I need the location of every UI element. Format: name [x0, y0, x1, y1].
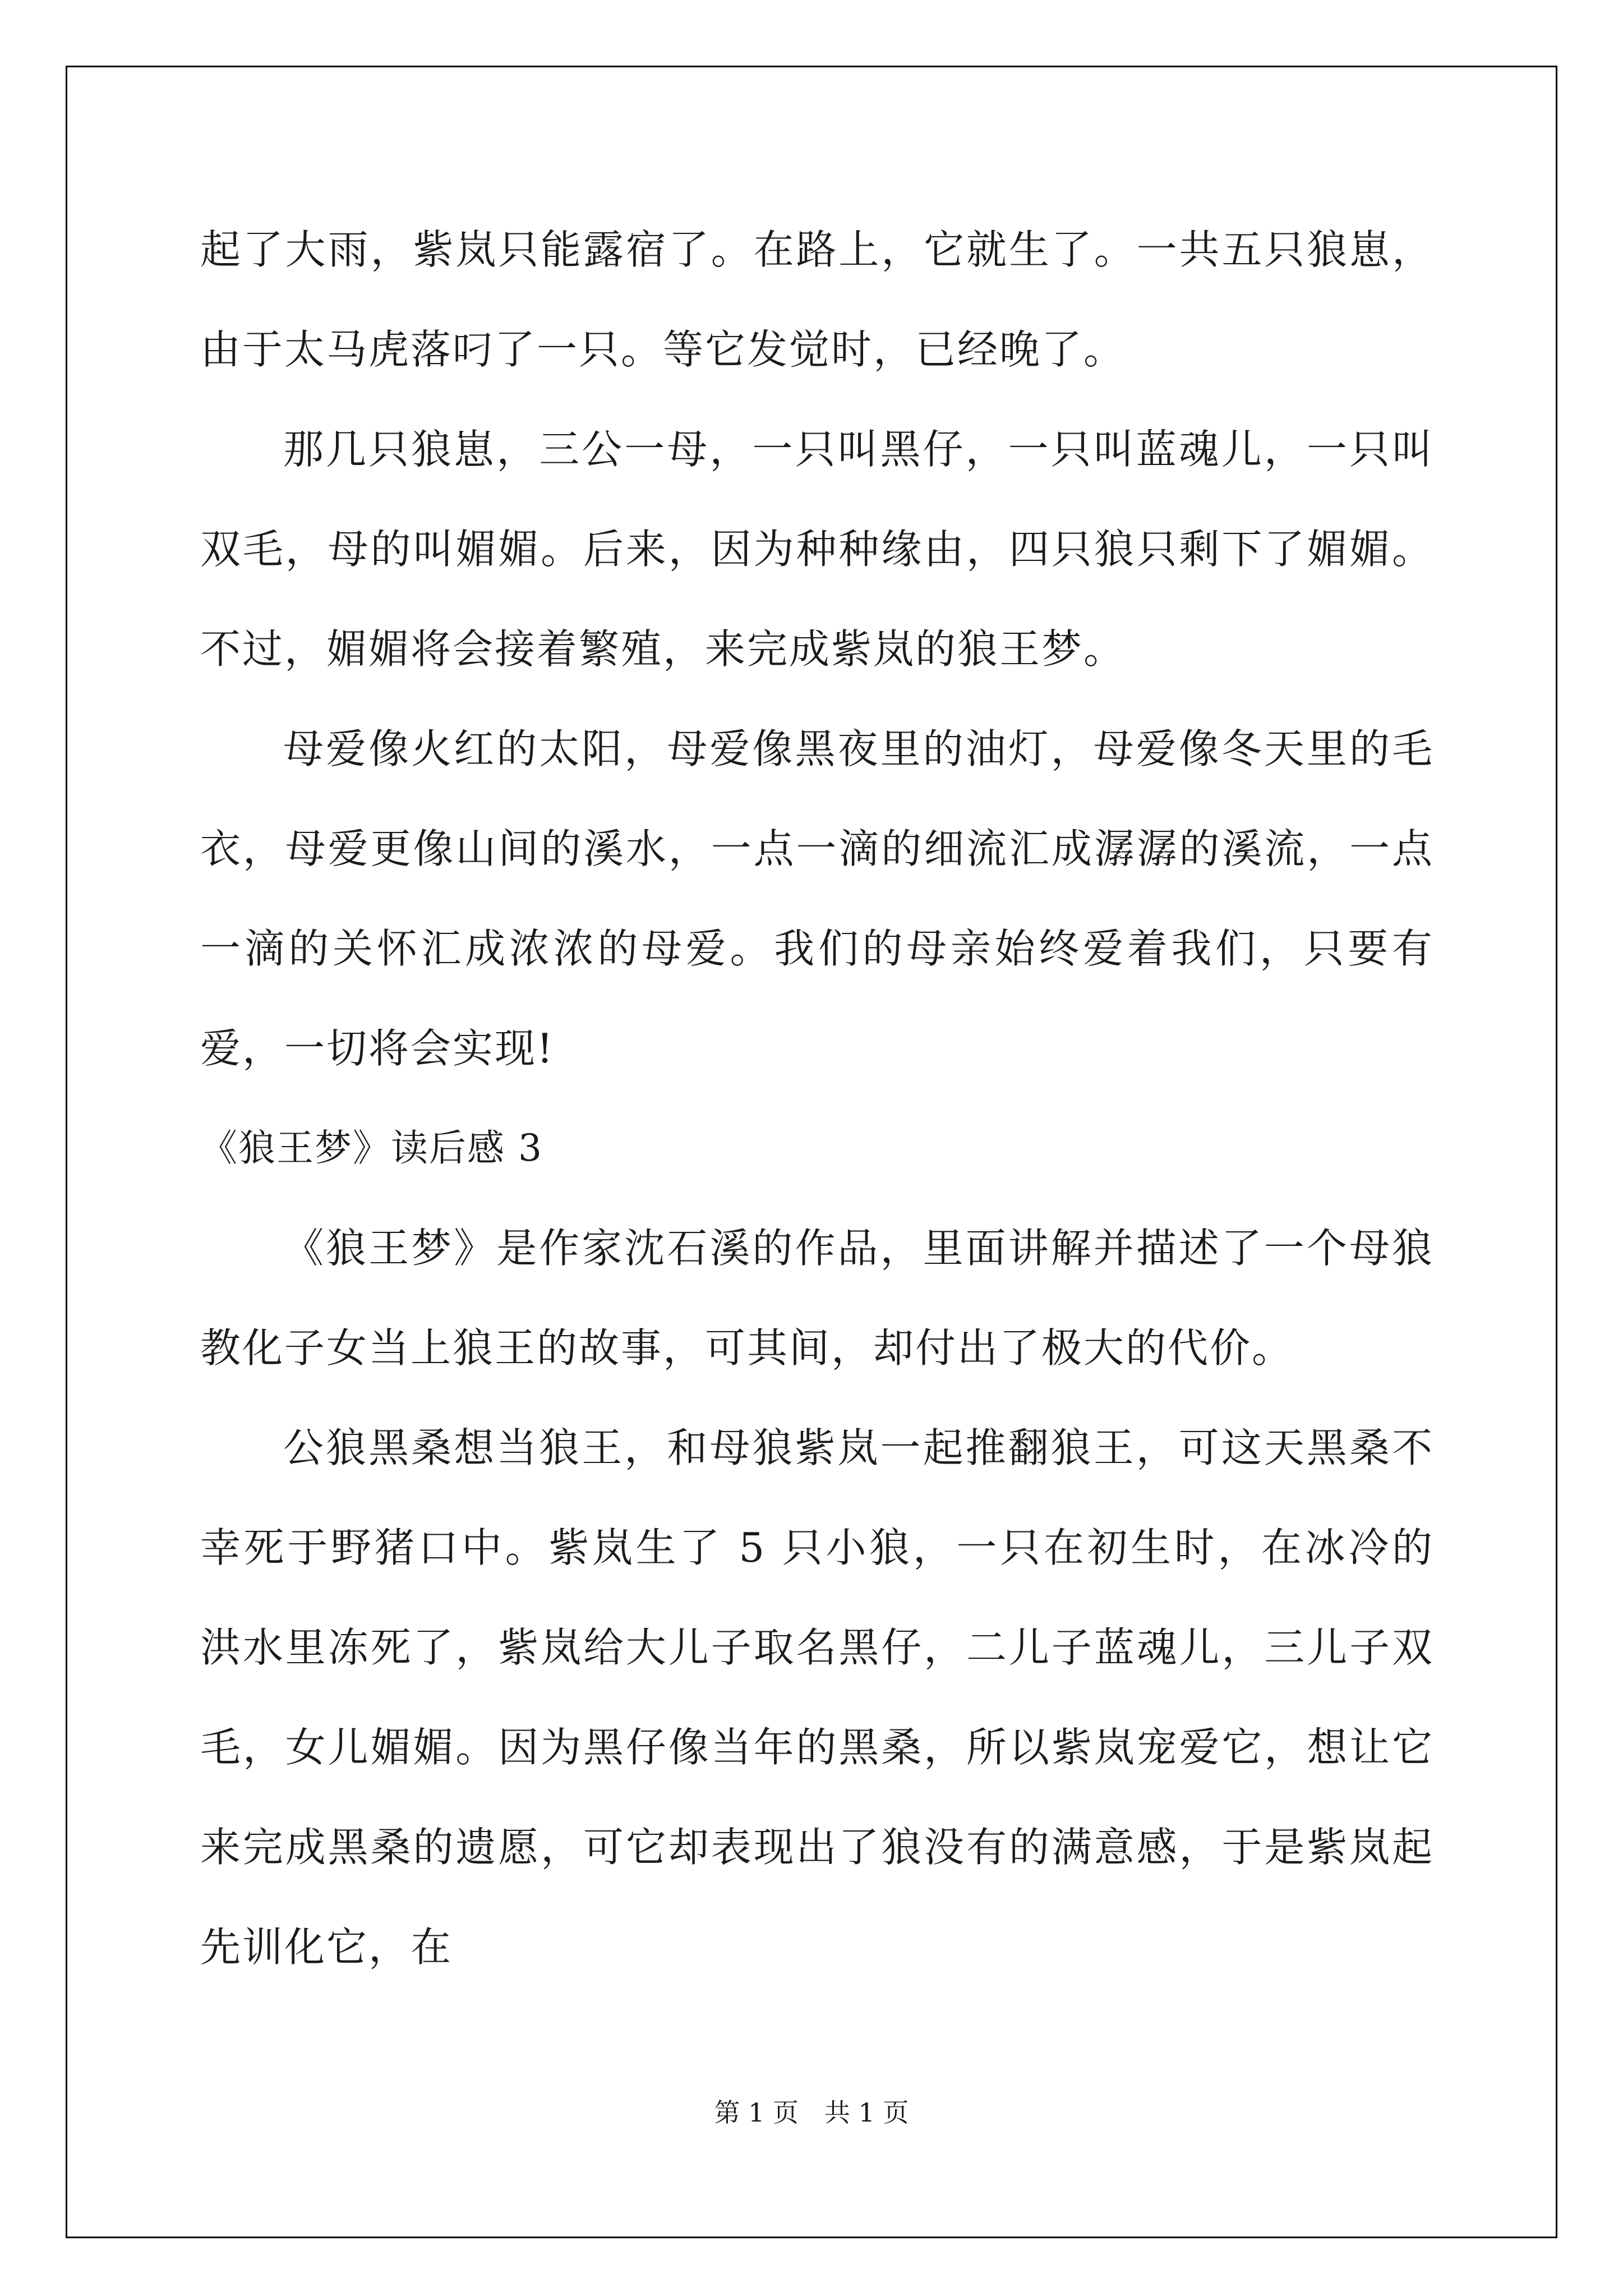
paragraph-1: 起了大雨，紫岚只能露宿了。在路上，它就生了。一共五只狼崽，由于太马虎落叼了一只。等它发觉时，已经晚了。 [200, 226, 1434, 373]
page-footer: 第 1 页 共 1 页 [714, 2097, 909, 2128]
section-title: 《狼王梦》读后感 3 [200, 1126, 543, 1170]
paragraph-3: 母爱像火红的太阳，母爱像黑夜里的油灯，母爱像冬天里的毛衣，母爱更像山间的溪水，一点一滴的细流汇成潺潺的溪流，一点一滴的关怀汇成浓浓的母爱。我们的母亲始终爱着我们，只要有爱，一切将会实现! [200, 725, 1434, 1072]
paragraph-2: 那几只狼崽，三公一母，一只叫黑仔，一只叫蓝魂儿，一只叫双毛，母的叫媚媚。后来，因为种种缘由，四只狼只剩下了媚媚。不过，媚媚将会接着繁殖，来完成紫岚的狼王梦。 [200, 426, 1434, 673]
document-body [200, 200, 1434, 1997]
paragraph-5: 公狼黑桑想当狼王，和母狼紫岚一起推翻狼王，可这天黑桑不幸死于野猪口中。紫岚生了 5 只小狼，一只在初生时，在冰冷的洪水里冻死了，紫岚给大儿子取名黑仔，二儿子蓝魂儿，三儿子双毛，女儿媚媚。因为黑仔像当年的黑桑，所以紫岚宠爱它，想让它来完成黑桑的遗愿，可它却表现出了狼没有的满意感，于是紫岚起先训化它，在 [200, 1424, 1434, 1971]
paragraph-4: 《狼王梦》是作家沈石溪的作品，里面讲解并描述了一个母狼教化子女当上狼王的故事，可其间，却付出了极大的代价。 [200, 1225, 1434, 1372]
